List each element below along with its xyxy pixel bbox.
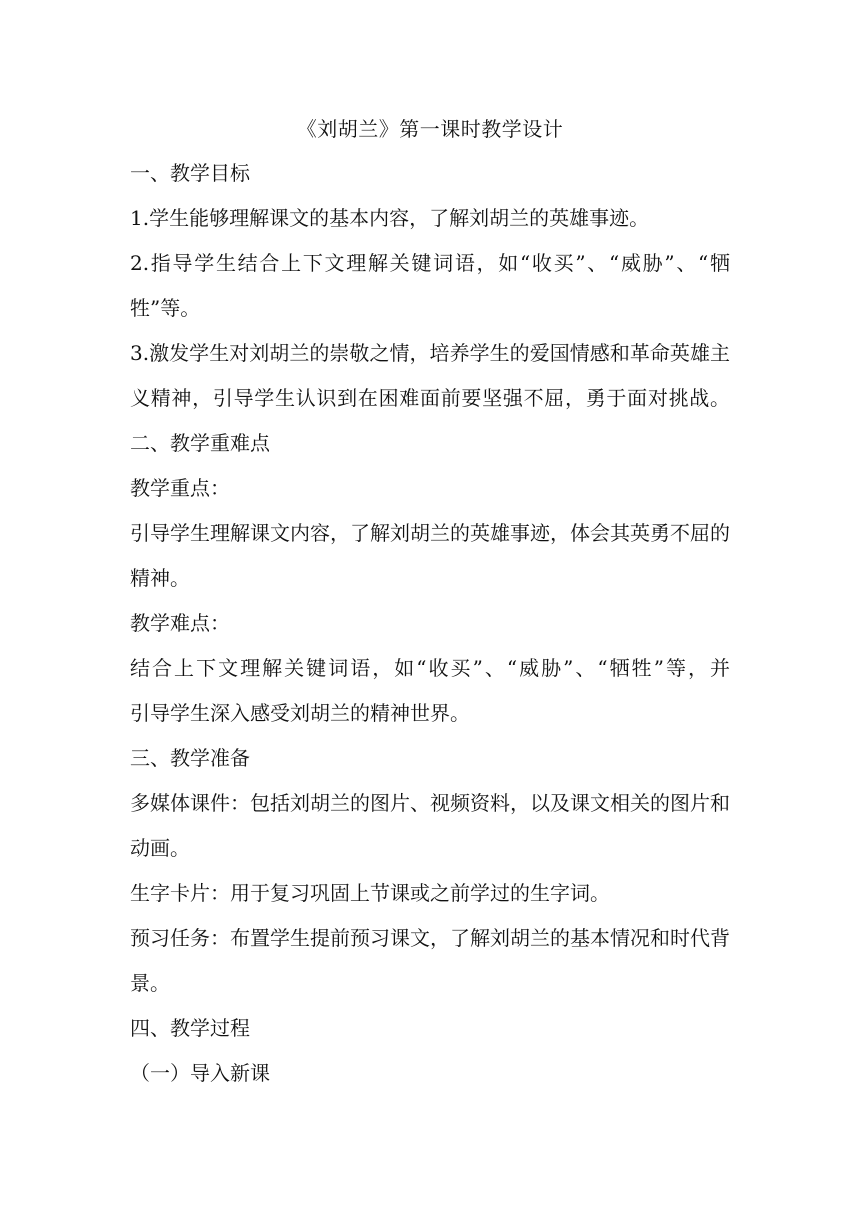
objective-item-2-line-1: 2.指导学生结合上下文理解关键词语，如“收买”、“威胁”、“牺 (130, 251, 730, 275)
focus-line-1: 引导学生理解课文内容，了解刘胡兰的英雄事迹，体会其英勇不屈的 (130, 521, 730, 545)
difficulty-line-1: 结合上下文理解关键词语，如“收买”、“威胁”、“牺牲”等，并 (130, 656, 730, 680)
focus-label: 教学重点： (130, 476, 230, 500)
preparation-media-line-1: 多媒体课件：包括刘胡兰的图片、视频资料，以及课文相关的图片和 (130, 791, 730, 815)
difficulty-label: 教学难点： (130, 611, 230, 635)
section-heading-key-points: 二、教学重难点 (130, 431, 270, 455)
preparation-preview-line-1: 预习任务：布置学生提前预习课文，了解刘胡兰的基本情况和时代背 (130, 926, 730, 950)
process-subheading-1: （一）导入新课 (130, 1061, 270, 1085)
section-heading-process: 四、教学过程 (130, 1016, 250, 1040)
objective-item-2-line-2: 牲”等。 (130, 296, 201, 320)
document-title: 《刘胡兰》第一课时教学设计 (296, 117, 564, 141)
section-heading-preparation: 三、教学准备 (130, 746, 250, 770)
section-heading-objectives: 一、教学目标 (130, 161, 250, 185)
objective-item-1: 1.学生能够理解课文的基本内容，了解刘胡兰的英雄事迹。 (130, 206, 650, 230)
difficulty-line-2: 引导学生深入感受刘胡兰的精神世界。 (130, 701, 470, 725)
preparation-preview-line-2: 景。 (130, 971, 170, 995)
objective-item-3-line-2: 义精神，引导学生认识到在困难面前要坚强不屈，勇于面对挑战。 (130, 386, 730, 410)
preparation-cards: 生字卡片：用于复习巩固上节课或之前学过的生字词。 (130, 881, 610, 905)
focus-line-2: 精神。 (130, 566, 190, 590)
objective-item-3-line-1: 3.激发学生对刘胡兰的崇敬之情，培养学生的爱国情感和革命英雄主 (130, 341, 730, 365)
preparation-media-line-2: 动画。 (130, 836, 190, 860)
